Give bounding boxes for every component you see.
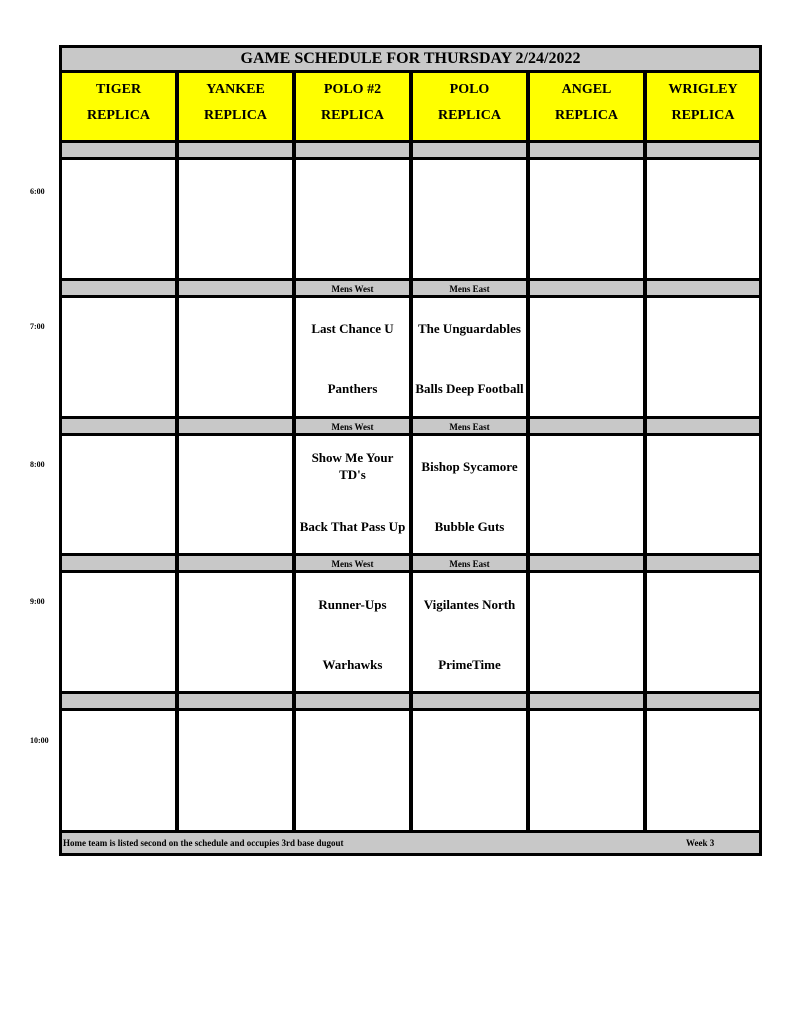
- team-top: The Unguardables: [418, 320, 521, 336]
- team-bottom: Panthers: [327, 380, 378, 396]
- separator-row: [647, 694, 759, 708]
- division-label: Mens West: [331, 422, 374, 432]
- separator-row: [413, 694, 526, 708]
- time-slot-cell: [530, 298, 643, 416]
- field-name: YANKEE: [206, 82, 265, 97]
- division-label: Mens East: [449, 559, 490, 569]
- separator-row: [179, 556, 292, 570]
- field-type: REPLICA: [437, 108, 501, 123]
- time-label: 10:00: [30, 736, 49, 745]
- team-top: Show Me Your TD's: [311, 450, 394, 482]
- separator-row: [647, 281, 759, 295]
- footer-note: Home team is listed second on the schedule and occupies 3rd base dugout: [63, 838, 344, 848]
- field-type: REPLICA: [320, 108, 384, 123]
- field-header-angel: [530, 73, 643, 140]
- team-bottom: Warhawks: [322, 656, 383, 672]
- time-slot-cell: [530, 711, 643, 830]
- time-slot-cell: [647, 436, 759, 553]
- time-slot-cell: [647, 711, 759, 830]
- page-title: GAME SCHEDULE FOR THURSDAY 2/24/2022: [62, 48, 759, 70]
- field-header-tiger: [62, 73, 175, 140]
- separator-row: [647, 556, 759, 570]
- team-top: Runner-Ups: [318, 596, 387, 612]
- team-top: Vigilantes North: [423, 596, 516, 612]
- time-slot-cell: [647, 298, 759, 416]
- separator-row: [179, 281, 292, 295]
- time-slot-cell: [530, 436, 643, 553]
- time-slot-cell: [647, 160, 759, 278]
- time-slot-cell: [413, 160, 526, 278]
- time-slot-cell: [62, 298, 175, 416]
- separator-row: [179, 694, 292, 708]
- separator-row: [62, 143, 175, 157]
- team-bottom: Back That Pass Up: [299, 518, 406, 534]
- time-slot-cell: [179, 711, 292, 830]
- field-type: REPLICA: [86, 108, 150, 123]
- time-slot-cell: [62, 711, 175, 830]
- time-slot-cell: [62, 573, 175, 691]
- team-bottom: Bubble Guts: [434, 518, 505, 534]
- separator-row: [179, 143, 292, 157]
- separator-row: [530, 143, 643, 157]
- time-slot-cell: [62, 436, 175, 553]
- field-header-yankee: [179, 73, 292, 140]
- time-slot-cell: [179, 298, 292, 416]
- team-bottom: Balls Deep Football: [415, 380, 524, 396]
- separator-row: [62, 419, 175, 433]
- separator-row: [530, 419, 643, 433]
- time-label: 7:00: [30, 322, 45, 331]
- separator-row: [647, 419, 759, 433]
- time-slot-cell: [62, 160, 175, 278]
- separator-row: [179, 419, 292, 433]
- separator-row: [62, 556, 175, 570]
- separator-row: [62, 281, 175, 295]
- division-label: Mens East: [449, 422, 490, 432]
- team-top: Bishop Sycamore: [421, 458, 518, 474]
- separator-row: [530, 556, 643, 570]
- time-slot-cell: [296, 711, 409, 830]
- time-slot-cell: [530, 160, 643, 278]
- field-header-polo: [413, 73, 526, 140]
- separator-row: [296, 143, 409, 157]
- team-bottom: PrimeTime: [438, 656, 501, 672]
- separator-row: [530, 281, 643, 295]
- week-label: Week 3: [686, 838, 715, 848]
- time-slot-cell: [179, 436, 292, 553]
- field-type: REPLICA: [671, 108, 735, 123]
- field-header-polo2: [296, 73, 409, 140]
- time-label: 8:00: [30, 460, 45, 469]
- time-label: 9:00: [30, 597, 45, 606]
- field-name: POLO #2: [323, 82, 382, 97]
- division-label: Mens East: [449, 284, 490, 294]
- time-slot-cell: [647, 573, 759, 691]
- time-label: 6:00: [30, 187, 45, 196]
- separator-row: [647, 143, 759, 157]
- time-slot-cell: [296, 160, 409, 278]
- division-label: Mens West: [331, 284, 374, 294]
- separator-row: [296, 694, 409, 708]
- field-name: ANGEL: [561, 82, 612, 97]
- time-slot-cell: [179, 573, 292, 691]
- field-name: TIGER: [95, 82, 142, 97]
- field-name: WRIGLEY: [668, 82, 738, 97]
- time-slot-cell: [179, 160, 292, 278]
- time-slot-cell: [413, 711, 526, 830]
- field-type: REPLICA: [554, 108, 618, 123]
- separator-row: [413, 143, 526, 157]
- separator-row: [530, 694, 643, 708]
- field-header-wrigley: [647, 73, 759, 140]
- team-top: Last Chance U: [311, 320, 394, 336]
- division-label: Mens West: [331, 559, 374, 569]
- field-type: REPLICA: [203, 108, 267, 123]
- separator-row: [62, 694, 175, 708]
- field-name: POLO: [449, 82, 490, 97]
- time-slot-cell: [530, 573, 643, 691]
